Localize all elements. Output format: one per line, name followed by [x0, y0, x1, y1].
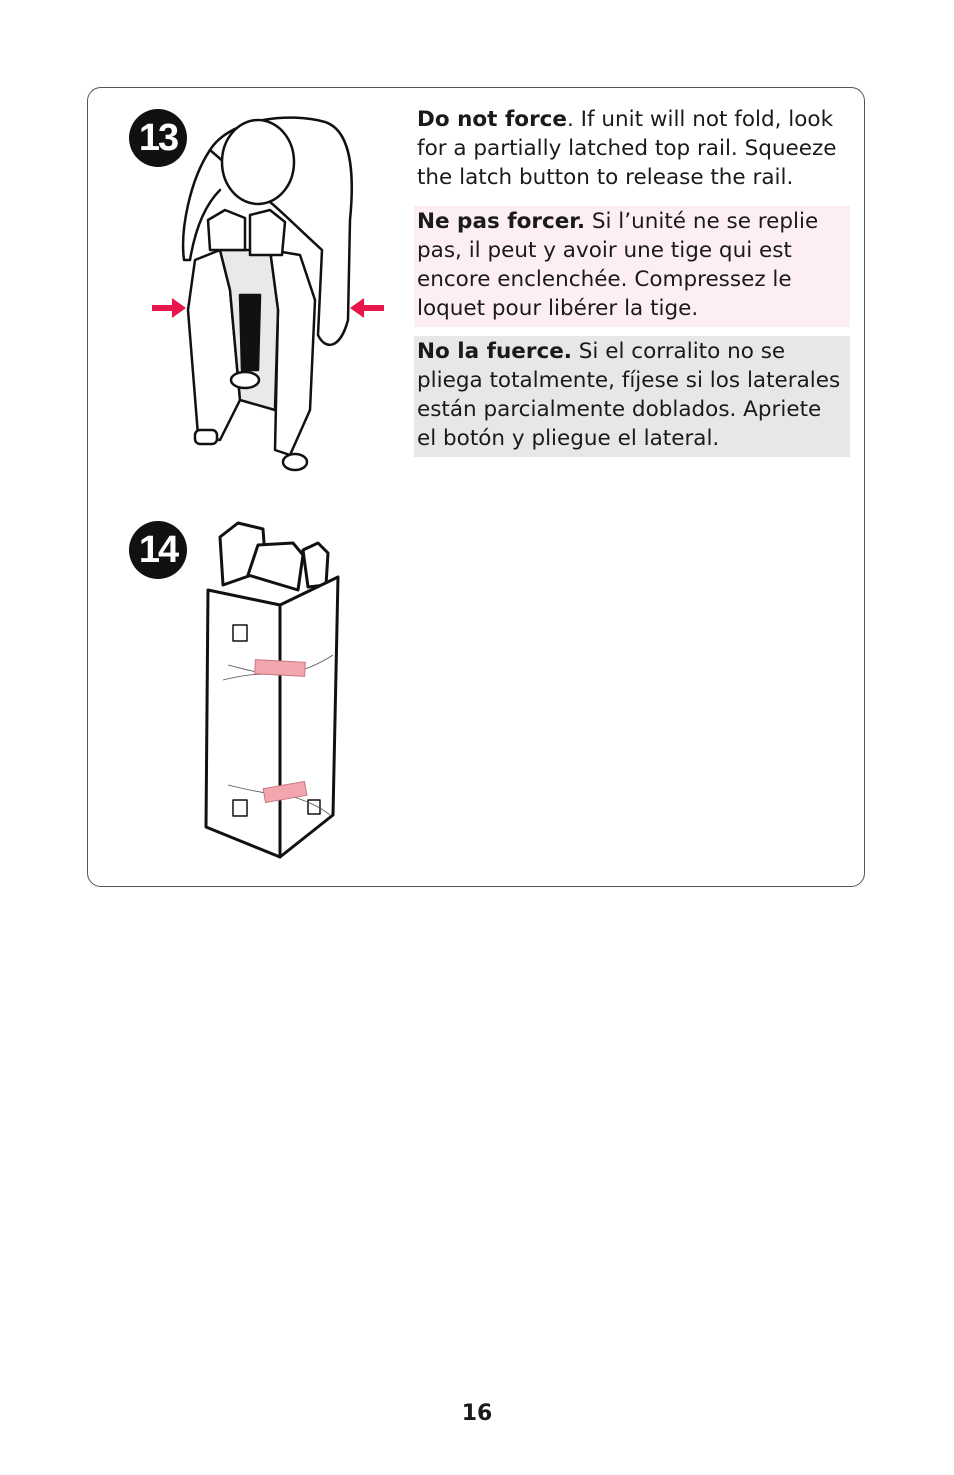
- arrow-left-icon: [350, 298, 384, 318]
- instruction-text-spanish: [414, 336, 850, 457]
- illustration-folded-playard: [198, 515, 348, 860]
- step-number-badge: 14: [129, 521, 187, 579]
- step-number-badge: 13: [129, 109, 187, 167]
- instruction-body-english: . If unit will not fold, look for a partially latched top rail. Squeeze the latch button to release the rail.: [417, 107, 837, 190]
- instruction-bold-english: Do not force: [417, 107, 567, 132]
- instruction-bold-spanish: No la fuerce.: [417, 339, 572, 364]
- person-head: [222, 120, 294, 204]
- instruction-body-french: Si l’unité ne se replie pas, il peut y avoir une tige qui est encore enclenchée. Compressez le loquet pour libérer la tige.: [417, 209, 819, 321]
- instruction-text-french: [414, 206, 850, 327]
- arrow-right-icon: [152, 298, 186, 318]
- page-number: 16: [461, 1401, 493, 1426]
- instruction-bold-french: Ne pas forcer.: [417, 209, 586, 234]
- instruction-text-english: [414, 104, 850, 196]
- instruction-body-spanish: Si el corralito no se pliega totalmente, fíjese si los laterales están parcialmente doblados. Apriete el botón y pliegue el lateral.: [417, 339, 841, 451]
- illustration-unfold-playard: [150, 110, 390, 480]
- folded-body: [206, 577, 338, 857]
